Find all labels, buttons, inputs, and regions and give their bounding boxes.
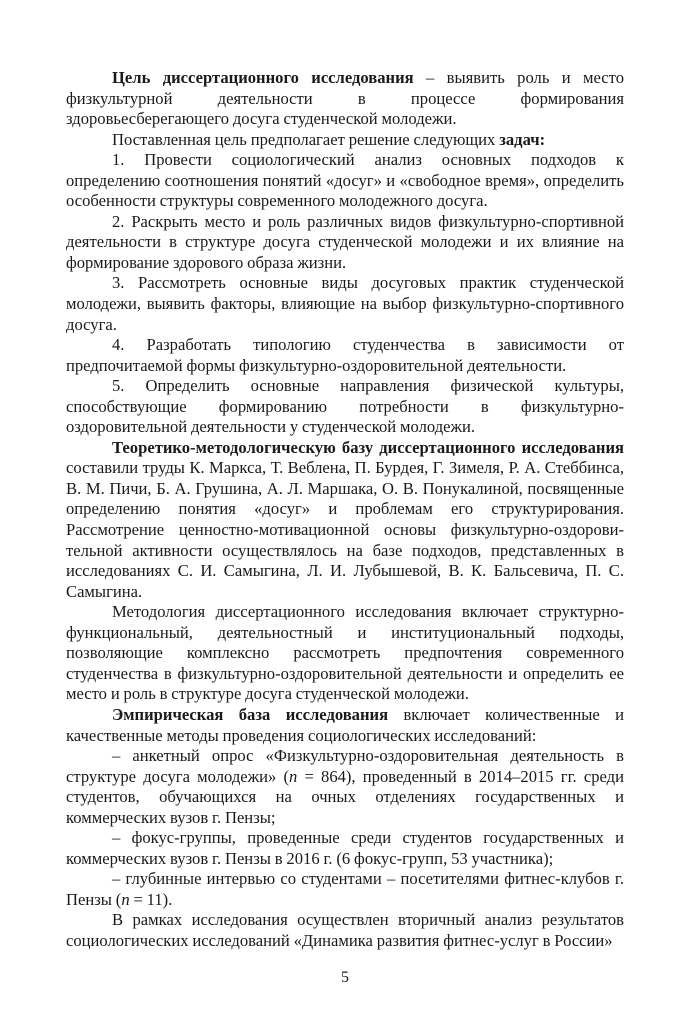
empirical-heading: Эмпирическая база исследования xyxy=(112,704,389,724)
methodology-paragraph: Методология диссертационного исследования включает структурно-функциональный, деятельностный и институциональный подходы, позволяющие комплексно рассмотреть предпочтения современного студенчества в физкультурно-оздоровительной деятельности и определить ее место и роль в структуре досуга студенческой молодежи. xyxy=(66,602,624,704)
method-text: – глубинные интервью со студентами – посетителями фитнес-клубов г. Пензы ( xyxy=(66,869,624,909)
method-text: = 864), проведенный в 2014–2015 гг. среди студентов, обучающихся на очных отделениях государственных и коммерческих вузов г. Пензы; xyxy=(66,766,624,827)
tasks-intro-paragraph xyxy=(66,130,624,151)
empirical-paragraph xyxy=(66,705,624,746)
document-body xyxy=(66,68,624,952)
empirical-text: включает количественные и качественные методы проведения социологических исследований: xyxy=(66,704,624,745)
page-number: 5 xyxy=(341,968,349,986)
task-item: 2. Раскрыть место и роль различных видов физкультурно-спортивной деятельности в структуре досуга студенческой молодежи и их влияние на формирование здорового образа жизни. xyxy=(66,211,624,272)
goal-text: – выявить роль и место физкультурной деятельности в процессе формирования здоровьесберегающего досуга студенческой молодежи. xyxy=(66,68,624,129)
method-item xyxy=(66,828,624,869)
theory-heading: Теоретико-методологическую базу диссертационного исследования xyxy=(112,437,624,457)
method-text: = 11). xyxy=(129,889,173,909)
task-item: 5. Определить основные направления физической культуры, способствующие формированию потребности в физкультурно-оздоровительной деятельности у студенческой молодежи. xyxy=(66,376,624,437)
secondary-analysis-paragraph: В рамках исследования осуществлен вторичный анализ результатов социологических исследований «Динамика развития фитнес-услуг в России» xyxy=(66,910,624,950)
task-item: 4. Разработать типологию студенчества в зависимости от предпочитаемой формы физкультурно-оздоровительной деятельности. xyxy=(66,335,624,375)
method-item xyxy=(66,869,624,910)
tasks-intro-bold: задач: xyxy=(499,129,546,149)
method-text: – анкетный опрос «Физкультурно-оздоровительная деятельность в структуре досуга молодежи» ( xyxy=(66,746,624,786)
goal-paragraph xyxy=(66,68,624,130)
sample-size-label: n xyxy=(121,889,130,909)
sample-size-label: n xyxy=(289,766,298,786)
goal-heading: Цель диссертационного исследования xyxy=(112,68,414,87)
theory-text: составили труды К. Маркса, Т. Веблена, П. Бурдея, Г. Зимеля, Р. А. Стеббинса, В. М. Пичи, Б. А. Грушина, А. Л. Маршака, О. В. Понукалиной, посвященные определению понятия «досуг» и проблемам его структурирования. Рассмотрение ценностно-мотивационной основы физкультурно-оздорови-тельной активности осуществлялось на базе подходов, представленных в исследованиях С. И. Самыгина, Л. И. Лубышевой, В. К. Бальсевича, П. С. Самыгина. xyxy=(66,458,624,601)
task-item: 1. Провести социологический анализ основных подходов к определению соотношения понятий «досуг» и «свободное время», определить особенности структуры современного молодежного досуга. xyxy=(66,150,624,211)
method-item xyxy=(66,746,624,828)
method-text: – фокус-группы, проведенные среди студентов государственных и коммерческих вузов г. Пензы в 2016 г. (6 фокус-групп, 53 участника); xyxy=(66,828,624,868)
tasks-intro-text: Поставленная цель предполагает решение следующих xyxy=(112,129,500,149)
task-item: 3. Рассмотреть основные виды досуговых практик студенческой молодежи, выявить факторы, влияющие на выбор физкультурно-спортивного досуга. xyxy=(66,273,624,334)
theory-paragraph xyxy=(66,438,624,602)
